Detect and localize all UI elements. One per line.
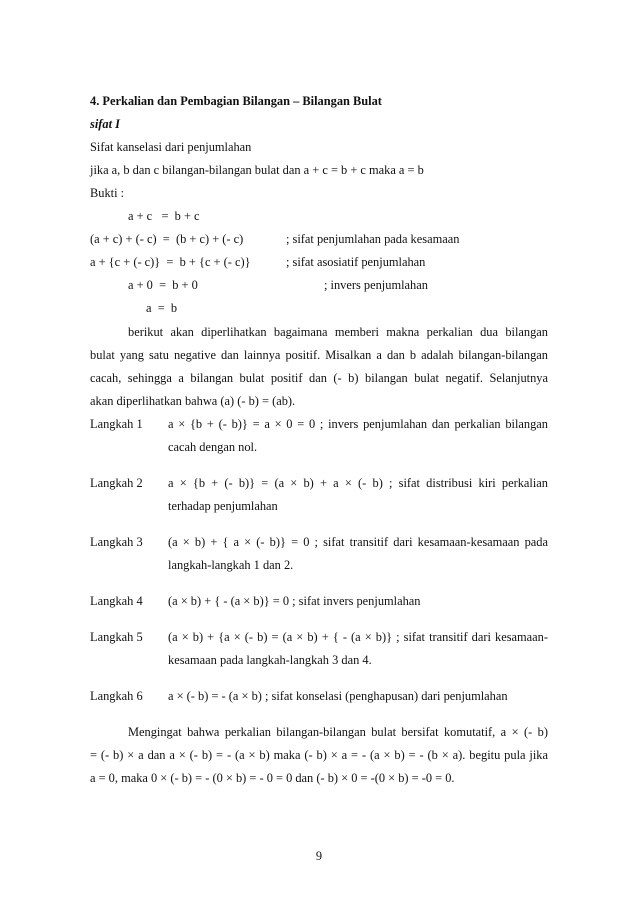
step-label: Langkah 5 (90, 630, 143, 644)
step-text: kesamaan pada langkah-langkah 3 dan 4. (168, 653, 372, 667)
paragraph-line: berikut akan diperlihatkan bagaimana memberi makna perkalian dua bilangan (128, 325, 548, 339)
section-heading: 4. Perkalian dan Pembagian Bilangan – Bilangan Bulat (90, 94, 382, 108)
proof-note: ; sifat penjumlahan pada kesamaan (286, 232, 460, 246)
proof-note: ; invers penjumlahan (324, 278, 428, 292)
step-label: Langkah 3 (90, 535, 143, 549)
proof-expression: a + {c + (- c)} = b + {c + (- c)} (90, 255, 251, 269)
intro-line: jika a, b dan c bilangan-bilangan bulat dan a + c = b + c maka a = b (90, 163, 424, 177)
proof-expression: a + 0 = b + 0 (128, 278, 198, 292)
paragraph-line: akan diperlihatkan bahwa (a) (- b) = (ab). (90, 394, 296, 408)
paragraph-line: cacah, sehingga a bilangan bulat positif dan (- b) bilangan bulat negatif. Selanjutnya (90, 371, 548, 385)
step-text: a × {b + (- b)} = (a × b) + a × (- b) ; sifat distribusi kiri perkalian (168, 476, 548, 490)
proof-expression: (a + c) + (- c) = (b + c) + (- c) (90, 232, 244, 246)
step-text: cacah dengan nol. (168, 440, 258, 454)
step-text: a × {b + (- b)} = a × 0 = 0 ; invers penjumlahan dan perkalian bilangan (168, 417, 548, 431)
step-label: Langkah 6 (90, 689, 143, 703)
step-text: terhadap penjumlahan (168, 499, 278, 513)
step-text: a × (- b) = - (a × b) ; sifat konselasi (penghapusan) dari penjumlahan (168, 689, 508, 703)
step-label: Langkah 4 (90, 594, 143, 608)
intro-line: Sifat kanselasi dari penjumlahan (90, 140, 252, 154)
step-label: Langkah 2 (90, 476, 143, 490)
subheading: sifat I (90, 117, 120, 131)
intro-line: Bukti : (90, 186, 125, 200)
page-number: 9 (315, 849, 323, 863)
step-label: Langkah 1 (90, 417, 143, 431)
step-text: langkah-langkah 1 dan 2. (168, 558, 294, 572)
paragraph-line: bulat yang satu negative dan lainnya positif. Misalkan a dan b adalah bilangan-bilangan (90, 348, 548, 362)
paragraph-line: a = 0, maka 0 × (- b) = - (0 × b) = - 0 = 0 dan (- b) × 0 = -(0 × b) = -0 = 0. (90, 771, 455, 785)
proof-expression: a = b (146, 301, 178, 315)
proof-expression: a + c = b + c (128, 209, 200, 223)
paragraph-line: Mengingat bahwa perkalian bilangan-bilangan bulat bersifat komutatif, a × (- b) (128, 725, 548, 739)
paragraph-line: = (- b) × a dan a × (- b) = - (a × b) maka (- b) × a = - (a × b) = - (b × a). begitu pula jika (90, 748, 548, 762)
step-text: (a × b) + {a × (- b) = (a × b) + { - (a × b)} ; sifat transitif dari kesamaan- (168, 630, 548, 644)
step-text: (a × b) + { - (a × b)} = 0 ; sifat invers penjumlahan (168, 594, 421, 608)
step-text: (a × b) + { a × (- b)} = 0 ; sifat transitif dari kesamaan-kesamaan pada (168, 535, 548, 549)
proof-note: ; sifat asosiatif penjumlahan (286, 255, 426, 269)
